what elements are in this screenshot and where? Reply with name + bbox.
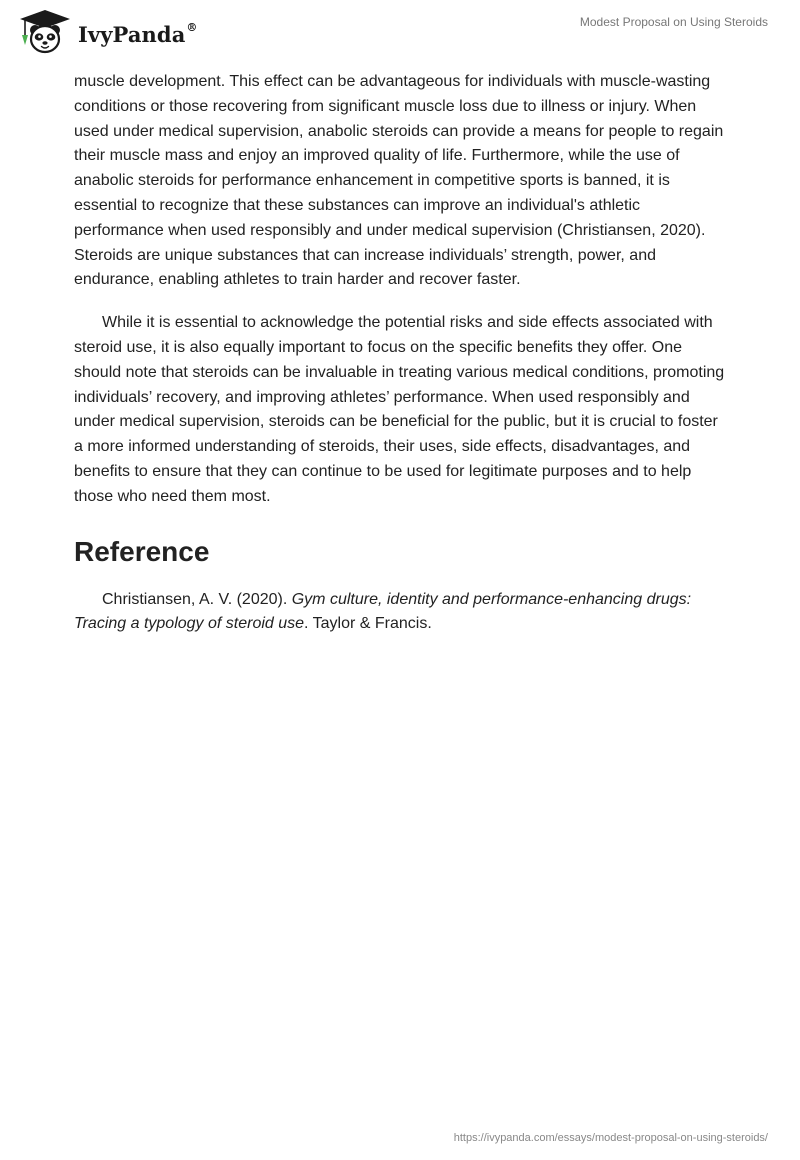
page-header — [0, 0, 800, 64]
ivypanda-logo[interactable] — [14, 8, 214, 56]
reference-publisher: . Taylor & Francis. — [304, 615, 432, 633]
document-title: Modest Proposal on Using Steroids — [579, 15, 768, 29]
body-paragraph-2: While it is essential to acknowledge the potential risks and side effects associated with steroid use, it is also equally important to focus on the specific benefits they offer. One should note that steroids can be invaluable in treating various medical conditions, promoting individuals’ recovery, and improving athletes’ performance. When used responsibly and under medical supervision, steroids can be beneficial for the public, but it is crucial to foster a more informed understanding of steroids, their uses, side effects, disadvantages, and benefits to ensure that they can continue to be used for legitimate purposes and to help those who need them most. — [74, 314, 725, 505]
panda-graduate-icon — [14, 8, 76, 56]
essay-body — [74, 70, 730, 637]
source-url[interactable]: https://ivypanda.com/essays/modest-proposal-on-using-steroids/ — [453, 1132, 768, 1144]
logo-name: IvyPanda — [78, 21, 186, 47]
reference-entry — [74, 588, 730, 638]
reference-title: Gym culture, identity and performance-enhancing drugs: Tracing a typology of steroid use — [74, 590, 692, 633]
logo-wordmark — [78, 22, 198, 47]
registered-mark: ® — [186, 20, 198, 34]
body-paragraph-1: muscle development. This effect can be advantageous for individuals with muscle-wasting conditions or those recovering from significant muscle loss due to illness or injury. When used under medical supervision, anabolic steroids can provide a means for people to regain their muscle mass and enjoy an improved quality of life. Furthermore, while the use of anabolic steroids for performance enhancement in competitive sports is banned, it is essential to recognize that these substances can improve an individual's athletic performance when used responsibly and under medical supervision (Christiansen, 2020). Steroids are unique substances that can increase individuals’ strength, power, and endurance, enabling athletes to train harder and recover faster. — [74, 73, 724, 289]
reference-author-year: Christiansen, A. V. (2020). — [102, 590, 292, 608]
reference-heading: Reference — [74, 535, 210, 567]
